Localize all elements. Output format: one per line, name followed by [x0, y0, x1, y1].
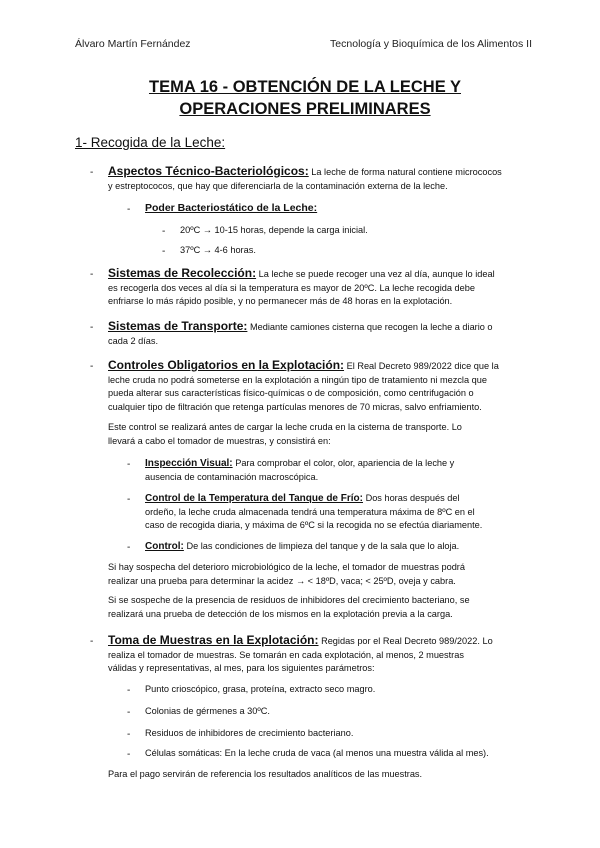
aspectos-text-2: y estreptococos, que hay que diferenciarla de la contaminación externa de la leche. [108, 180, 448, 191]
muestras-text-3: válidas y representativas, al mes, para los siguientes parámetros: [108, 663, 375, 674]
bullet-dash: - [127, 707, 131, 718]
muestras-block [108, 634, 548, 676]
control-text: De las condiciones de limpieza del tanque y de la sala que lo aloja. [186, 541, 460, 551]
temperatura-block [145, 492, 545, 533]
bullet-dash: - [127, 685, 131, 696]
inspeccion-text-1: Para comprobar el color, olor, apariencia de la leche y [235, 458, 455, 468]
controles-para-3-line-1: Si se sospeche de la presencia de residuos de inhibidores del crecimiento bacteriano, se [108, 595, 470, 605]
controles-text-4: cualquier tipo de filtración que retenga partículas menores de 70 micras, salvo enfriamiento. [108, 401, 482, 412]
temperatura-text-3: caso de recogida diaria, y máxima de 6ºC si la recogida no se efectúa diariamente. [145, 520, 483, 531]
bullet-dash: - [90, 269, 94, 280]
bullet-dash: - [127, 729, 131, 740]
aspectos-heading: Aspectos Técnico-Bacteriológicos: [108, 164, 309, 178]
aspectos-block [108, 165, 548, 193]
bacteriostatico-item-2: 37ºC → 4-6 horas. [180, 245, 256, 255]
muestras-text-2: realiza el tomador de muestras. Se tomarán en cada explotación, al menos, 2 muestras [108, 649, 464, 660]
controles-heading: Controles Obligatorios en la Explotación: [108, 358, 345, 372]
bullet-dash: - [90, 361, 94, 372]
section-heading: 1- Recogida de la Leche: [75, 135, 226, 150]
recoleccion-text-2: es recogerla dos veces al día si la temperatura es mayor de 20ºC. La leche recogida debe [108, 282, 475, 293]
controles-para-1 [108, 421, 548, 448]
controles-para-2-line-2: realizar una prueba para determinar la acidez → < 18ºD, vaca; < 25ºD, oveja y cabra. [108, 575, 456, 586]
controles-para-3-line-2: realizará una prueba de detección de los mismos en la explotación previa a la carga. [108, 608, 453, 619]
muestras-item: Colonias de gérmenes a 30ºC. [145, 706, 270, 716]
recoleccion-text-1: La leche se puede recoger una vez al día, aunque lo ideal [258, 269, 495, 279]
recoleccion-heading: Sistemas de Recolección: [108, 266, 257, 280]
title-line-1: TEMA 16 - OBTENCIÓN DE LA LECHE Y [148, 78, 461, 96]
control-block [145, 540, 545, 554]
transporte-text-1: Mediante camiones cisterna que recogen la leche a diario o [249, 322, 493, 332]
muestras-item: Células somáticas: En la leche cruda de vaca (al menos una muestra válida al mes). [145, 748, 489, 758]
document-title [75, 76, 535, 120]
inspeccion-block [145, 457, 545, 484]
bullet-dash: - [90, 167, 94, 178]
header-course: Tecnología y Bioquímica de los Alimentos II [330, 38, 532, 50]
bullet-dash: - [127, 459, 131, 470]
muestras-text-1: Regidas por el Real Decreto 989/2022. Lo [321, 636, 493, 646]
transporte-heading: Sistemas de Transporte: [108, 319, 248, 333]
bacteriostatico-item-1: 20ºC → 10-15 horas, depende la carga inicial. [180, 225, 368, 235]
bullet-dash: - [127, 542, 131, 553]
controles-para-2-line-1: Si hay sospecha del deterioro microbiológico de la leche, el tomador de muestras podrá [108, 562, 465, 572]
bullet-dash: - [162, 246, 166, 257]
bacteriostatico-heading-wrap [145, 202, 317, 216]
controles-text-2: leche cruda no podrá someterse en la explotación a ningún tipo de tratamiento ni mezcla que [108, 374, 487, 385]
bacteriostatico-heading: Poder Bacteriostático de la Leche: [145, 202, 318, 214]
recoleccion-block [108, 267, 548, 309]
bullet-dash: - [127, 204, 131, 215]
temperatura-heading: Control de la Temperatura del Tanque de Frío: [145, 493, 363, 504]
temperatura-text-1: Dos horas después del [365, 493, 460, 503]
controles-block [108, 359, 548, 414]
controles-para-1-line-1: Este control se realizará antes de cargar la leche cruda en la cisterna de transporte. Lo [108, 422, 462, 432]
bullet-dash: - [90, 636, 94, 647]
muestras-item: Residuos de inhibidores de crecimiento bacteriano. [145, 728, 354, 738]
inspeccion-heading: Inspección Visual: [145, 458, 233, 469]
controles-para-3 [108, 594, 548, 621]
temperatura-text-2: ordeño, la leche cruda almacenada tendrá una temperatura máxima de 8ºC en el [145, 506, 475, 517]
bullet-dash: - [90, 322, 94, 333]
aspectos-text-1: La leche de forma natural contiene micrococos [311, 167, 502, 177]
control-heading: Control: [145, 541, 184, 552]
muestras-closing: Para el pago servirán de referencia los resultados analíticos de las muestras. [108, 769, 423, 779]
muestras-item: Punto crioscópico, grasa, proteína, extracto seco magro. [145, 684, 376, 694]
controles-para-1-line-2: llevará a cabo el tomador de muestras, y consistirá en: [108, 435, 331, 446]
transporte-text-2: cada 2 días. [108, 335, 159, 346]
bullet-dash: - [162, 226, 166, 237]
controles-text-1: El Real Decreto 989/2022 dice que la [346, 361, 499, 371]
header-author: Álvaro Martín Fernández [75, 38, 191, 50]
bullet-dash: - [127, 749, 131, 760]
recoleccion-text-3: enfriarse lo más rápido posible, y no permanecer más de 48 horas en la explotación. [108, 296, 453, 307]
title-line-2: OPERACIONES PRELIMINARES [179, 100, 431, 118]
inspeccion-text-2: ausencia de contaminación macroscópica. [145, 471, 319, 482]
muestras-heading: Toma de Muestras en la Explotación: [108, 633, 319, 647]
transporte-block [108, 320, 548, 348]
controles-text-3: pueda alterar sus características físico-químicas o de composición, como centrifugación o [108, 388, 474, 399]
bullet-dash: - [127, 494, 131, 505]
controles-para-2 [108, 561, 548, 588]
